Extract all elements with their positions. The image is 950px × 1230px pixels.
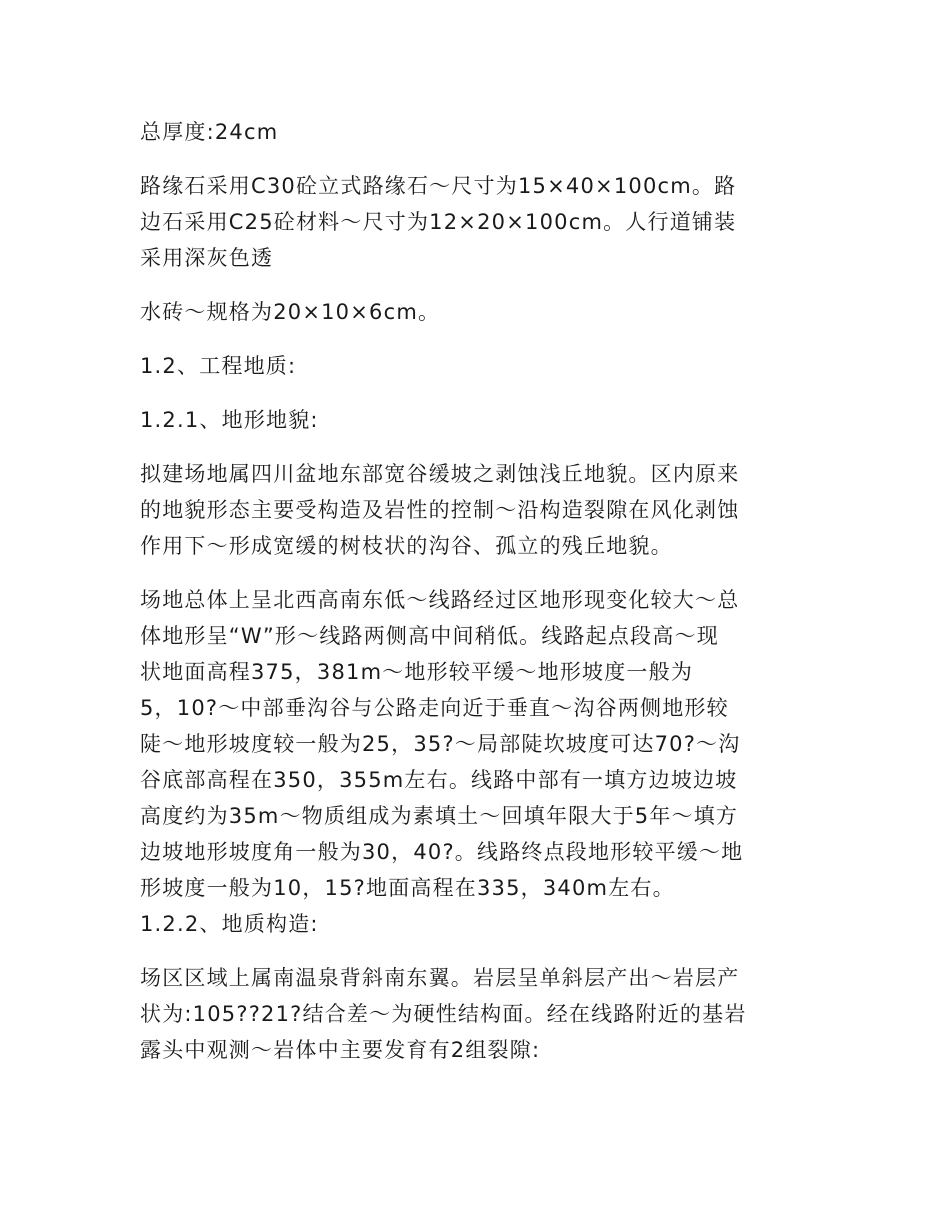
text-line: 作用下～形成宽缓的树枝状的沟谷、孤立的残丘地貌。: [140, 534, 673, 558]
text-line: 场地总体上呈北西高南东低～线路经过区地形现变化较大～总: [140, 588, 740, 612]
document-body: [140, 114, 810, 1086]
text-line: 水砖～规格为20×10×6cm。: [140, 300, 441, 324]
paragraph-terrain-detail: [140, 582, 810, 906]
heading-landform: [140, 402, 810, 438]
text-line: 露头中观测～岩体中主要发育有2组裂隙:: [140, 1038, 541, 1062]
heading-geological-structure: [140, 906, 810, 942]
text-line: 谷底部高程在350，355m左右。线路中部有一填方边坡边坡: [140, 768, 738, 792]
text-line: 1.2、工程地质:: [140, 354, 297, 378]
text-line: 拟建场地属四川盆地东部宽谷缓坡之剥蚀浅丘地貌。区内原来: [140, 462, 740, 486]
text-line: 边石采用C25砼材料～尺寸为12×20×100cm。人行道铺装: [140, 210, 737, 234]
paragraph-structure-description: [140, 960, 810, 1068]
text-line: 路缘石采用C30砼立式路缘石～尺寸为15×40×100cm。路: [140, 174, 737, 198]
text-line: 1.2.1、地形地貌:: [140, 408, 319, 432]
paragraph-curb-stone: [140, 168, 810, 276]
paragraph-total-thickness: [140, 114, 810, 150]
text-line: 边坡地形坡度角一般为30，40?。线路终点段地形较平缓～地: [140, 840, 744, 864]
paragraph-landform-description: [140, 456, 810, 564]
paragraph-permeable-brick: [140, 294, 810, 330]
text-line: 陡～地形坡度较一般为25，35?～局部陡坎坡度可达70?～沟: [140, 732, 741, 756]
text-line: 的地貌形态主要受构造及岩性的控制～沿构造裂隙在风化剥蚀: [140, 498, 740, 522]
text-line: 5，10?～中部垂沟谷与公路走向近于垂直～沟谷两侧地形较: [140, 696, 729, 720]
text-line: 总厚度:24cm: [140, 120, 279, 144]
text-line: 形坡度一般为10，15?地面高程在335，340m左右。: [140, 876, 675, 900]
text-line: 状为:105??21?结合差～为硬性结构面。经在线路附近的基岩: [140, 1002, 747, 1026]
heading-engineering-geology: [140, 348, 810, 384]
text-line: 体地形呈“W”形～线路两侧高中间稍低。线路起点段高～现: [140, 624, 719, 648]
text-line: 1.2.2、地质构造:: [140, 912, 319, 936]
text-line: 场区区域上属南温泉背斜南东翼。岩层呈单斜层产出～岩层产: [140, 966, 740, 990]
text-line: 采用深灰色透: [140, 246, 274, 270]
text-line: 状地面高程375，381m～地形较平缓～地形坡度一般为: [140, 660, 694, 684]
text-line: 高度约为35m～物质组成为素填土～回填年限大于5年～填方: [140, 804, 739, 828]
